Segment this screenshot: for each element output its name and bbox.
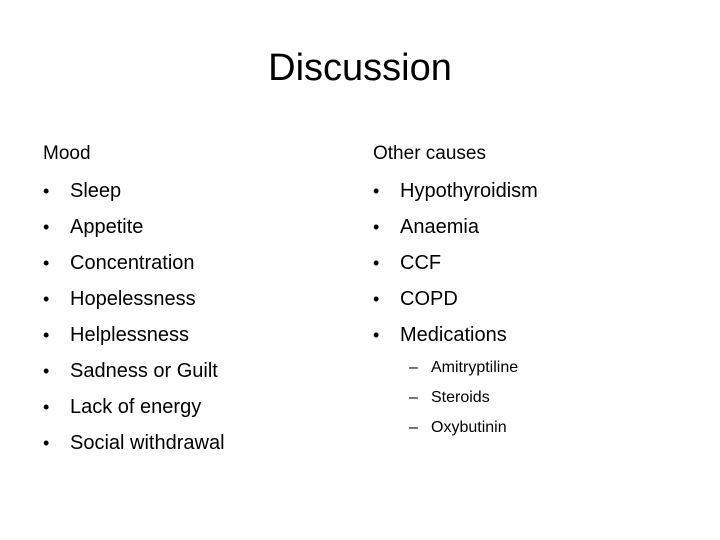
- sub-list-item-label: Steroids: [431, 389, 490, 406]
- sub-list-item-label: Amitryptiline: [431, 359, 519, 376]
- list-item: [373, 178, 538, 214]
- list-item-label: CCF: [400, 252, 442, 274]
- sub-list-item: [409, 417, 518, 447]
- other-causes-heading: Other causes: [373, 143, 486, 164]
- list-item: [373, 250, 538, 286]
- list-item: [373, 286, 538, 322]
- list-item: [43, 250, 225, 286]
- list-item: [43, 430, 225, 466]
- list-item: [43, 286, 225, 322]
- list-item-label: Hopelessness: [70, 288, 196, 310]
- list-item-label: Sleep: [70, 180, 122, 202]
- list-item-label: Appetite: [70, 216, 144, 238]
- sub-list-item-label: Oxybutinin: [431, 419, 507, 436]
- dash-icon: –: [409, 419, 418, 436]
- bullet-icon: •: [373, 289, 380, 309]
- list-item: [43, 394, 225, 430]
- list-item: [43, 358, 225, 394]
- bullet-icon: •: [43, 253, 50, 273]
- bullet-icon: •: [373, 253, 380, 273]
- mood-heading: Mood: [43, 143, 91, 164]
- list-item-label: Hypothyroidism: [400, 180, 538, 202]
- list-item: [43, 322, 225, 358]
- bullet-icon: •: [373, 217, 380, 237]
- list-item: [43, 214, 225, 250]
- medications-sublist: [409, 357, 518, 447]
- list-item: [43, 178, 225, 214]
- bullet-icon: •: [43, 361, 50, 381]
- bullet-icon: •: [43, 289, 50, 309]
- dash-icon: –: [409, 359, 418, 376]
- list-item-label: Concentration: [70, 252, 195, 274]
- mood-list: [43, 178, 225, 466]
- sub-list-item: [409, 387, 518, 417]
- list-item-label: Sadness or Guilt: [70, 360, 218, 382]
- bullet-icon: •: [43, 397, 50, 417]
- list-item-label: Anaemia: [400, 216, 479, 238]
- bullet-icon: •: [373, 325, 380, 345]
- slide-title: Discussion: [268, 47, 452, 89]
- list-item-label: COPD: [400, 288, 458, 310]
- bullet-icon: •: [43, 325, 50, 345]
- bullet-icon: •: [373, 181, 380, 201]
- bullet-icon: •: [43, 181, 50, 201]
- list-item-label: Medications: [400, 324, 507, 346]
- list-item: [373, 214, 538, 250]
- bullet-icon: •: [43, 433, 50, 453]
- bullet-icon: •: [43, 217, 50, 237]
- list-item-label: Social withdrawal: [70, 432, 225, 454]
- dash-icon: –: [409, 389, 418, 406]
- other-causes-list: [373, 178, 538, 358]
- list-item: [373, 322, 538, 358]
- list-item-label: Helplessness: [70, 324, 189, 346]
- sub-list-item: [409, 357, 518, 387]
- list-item-label: Lack of energy: [70, 396, 202, 418]
